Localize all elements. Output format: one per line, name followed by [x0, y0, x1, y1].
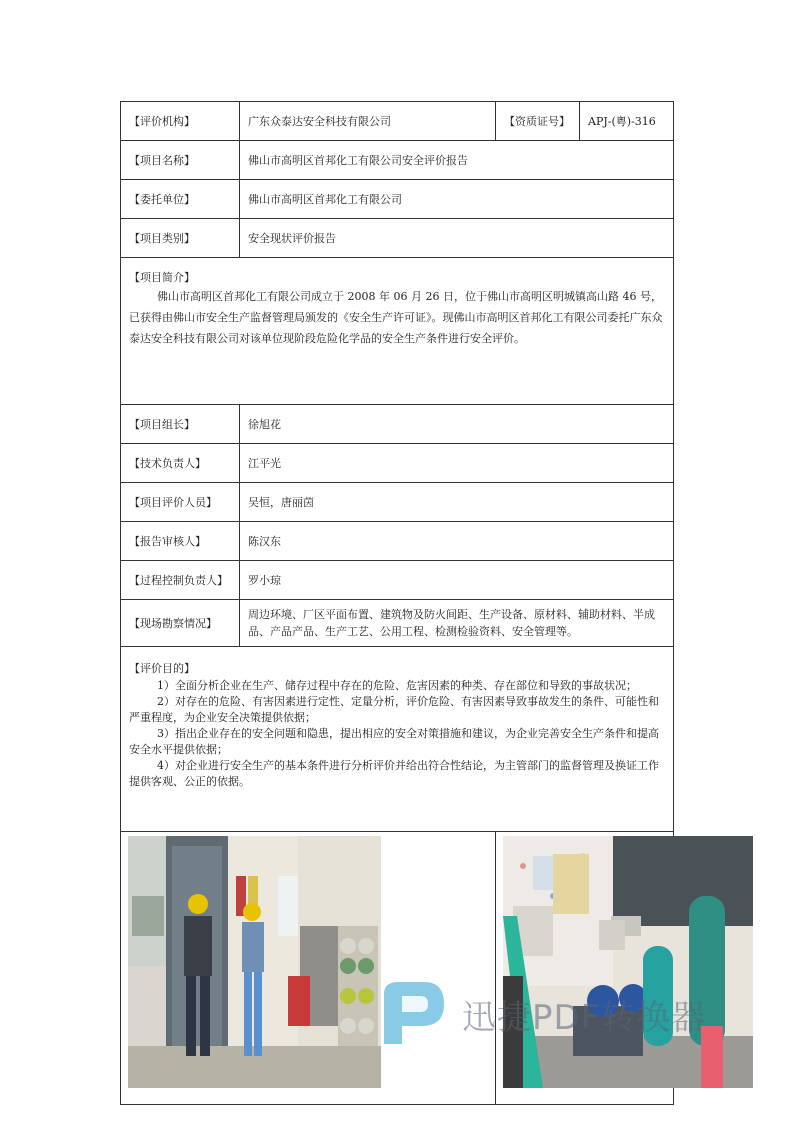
- org-value: 广东众泰达安全科技有限公司: [240, 102, 496, 141]
- purpose-item: 1）全面分析企业在生产、储存过程中存在的危险、危害因素的种类、存在部位和导致的事故状况；: [157, 679, 637, 692]
- photo-cell-left: [121, 832, 496, 1105]
- intro-label: 【项目简介】: [129, 271, 195, 284]
- photo-cell-right: [496, 832, 674, 1105]
- reviewer-value: 陈汉东: [240, 522, 674, 561]
- process-value: 罗小琼: [240, 561, 674, 600]
- purpose-item: 2）对存在的危险、有害因素进行定性、定量分析，评价危险、有害因素导致事故发生的条件、可能性和严重程度，为企业安全决策提供依据；: [129, 695, 659, 724]
- project-intro: [121, 258, 674, 405]
- client-label: 【委托单位】: [121, 180, 240, 219]
- evaluation-info-table: [120, 101, 674, 1105]
- cert-value: APJ-(粤)-316: [580, 102, 674, 141]
- leader-label: 【项目组长】: [121, 405, 240, 444]
- watermark-text: 迅捷PDF转换器: [462, 997, 707, 1038]
- cert-label: 【资质证号】: [496, 102, 580, 141]
- tech-label: 【技术负责人】: [121, 444, 240, 483]
- pdf-converter-logo-icon: [374, 974, 454, 1054]
- inspectors-warehouse-photo: [128, 836, 381, 1088]
- site-value: 周边环境、厂区平面布置、建筑物及防火间距、生产设备、原材料、辅助材料、半成品、产品产品、生产工艺、公用工程、检测检验资料、安全管理等。: [240, 600, 674, 647]
- reviewer-label: 【报告审核人】: [121, 522, 240, 561]
- category-label: 【项目类别】: [121, 219, 240, 258]
- org-label: 【评价机构】: [121, 102, 240, 141]
- client-value: 佛山市高明区首邦化工有限公司: [240, 180, 674, 219]
- evaluators-label: 【项目评价人员】: [121, 483, 240, 522]
- leader-value: 徐旭花: [240, 405, 674, 444]
- purpose-label: 【评价目的】: [129, 662, 195, 675]
- tech-value: 江平光: [240, 444, 674, 483]
- intro-text: 佛山市高明区首邦化工有限公司成立于 2008 年 06 月 26 日，位于佛山市高明区明城镇高山路 46 号，已获得由佛山市安全生产监督管理局颁发的《安全生产许可证》。现佛山市高明区首邦化工有限公司委托广东众泰达安全科技有限公司对该单位现阶段危险化学品的安全生产条件进行安全评价。: [129, 290, 663, 345]
- site-label: 【现场勘察情况】: [121, 600, 240, 647]
- site-inspection-photo-1: [128, 836, 381, 1088]
- evaluation-purpose: [121, 647, 674, 832]
- category-value: 安全现状评价报告: [240, 219, 674, 258]
- purpose-item: 4）对企业进行安全生产的基本条件进行分析评价并给出符合性结论，为主管部门的监督管理及换证工作提供客观、公正的依据。: [129, 759, 659, 788]
- watermark: [374, 972, 734, 1056]
- project-name-label: 【项目名称】: [121, 141, 240, 180]
- evaluators-value: 吴恒，唐丽茵: [240, 483, 674, 522]
- project-name-value: 佛山市高明区首邦化工有限公司安全评价报告: [240, 141, 674, 180]
- purpose-item: 3）指出企业存在的安全问题和隐患，提出相应的安全对策措施和建议，为企业完善安全生产条件和提高安全水平提供依据；: [129, 727, 659, 756]
- process-label: 【过程控制负责人】: [121, 561, 240, 600]
